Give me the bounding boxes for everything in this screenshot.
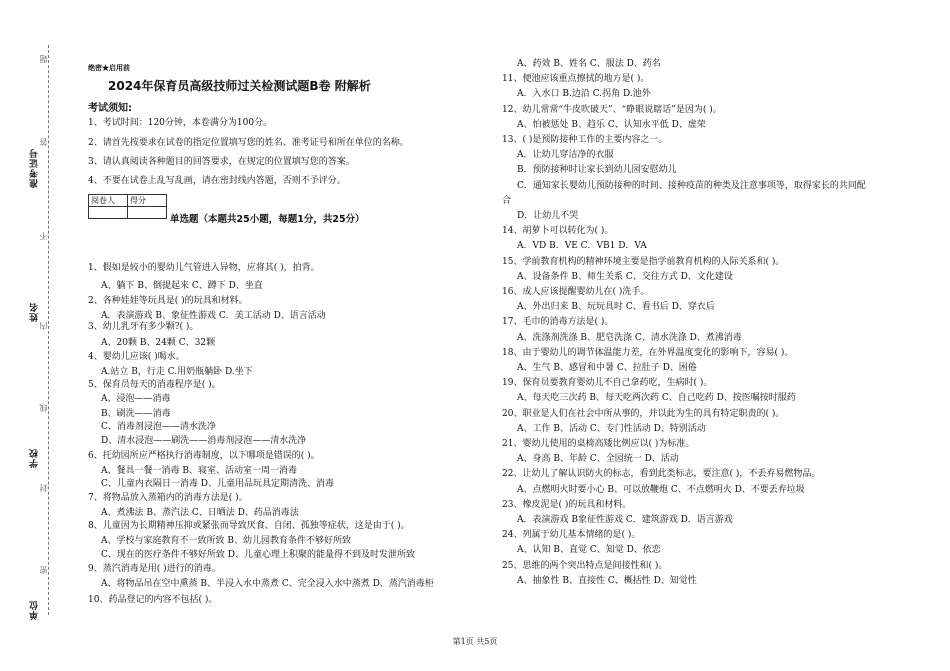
question-text: 19、保育员要教育婴幼儿不自己拿药吃，生病时( )。 bbox=[502, 378, 713, 388]
question-text: 7、将物品放入蒸箱内的消毒方法是( )。 bbox=[88, 493, 248, 503]
question-text: 8、儿童因为长期精神压抑或紧张而导致厌食、自闭、孤独等症状，这是由于( )。 bbox=[88, 521, 410, 531]
page-footer: 第1页 共5页 bbox=[452, 637, 498, 646]
question-text: 11、便池应该重点擦拭的地方是( )。 bbox=[502, 74, 650, 84]
question-text: 5、保育员每天的消毒程序是( )。 bbox=[88, 380, 221, 390]
question-text: 24、列属于幼儿基本情绪的是( )。 bbox=[502, 530, 641, 540]
notice-item: 3、请认真阅读各种题目的回答要求，在规定的位置填写您的答案。 bbox=[88, 157, 355, 167]
answer-options: B．预防接种时让家长到幼儿园安慰幼儿 bbox=[517, 165, 677, 175]
answer-options: A、生气 B、感冒和中暑 C、拉肚子 D、困倦 bbox=[517, 363, 697, 373]
answer-options: A、怕被惩处 B、趋乐 C、认知水平低 D、虚荣 bbox=[517, 120, 706, 130]
notice-heading: 考试须知: bbox=[88, 103, 132, 114]
seal-char: 封 bbox=[39, 484, 48, 492]
answer-options: A．表演游戏 B、象征性游戏 C．美工活动 D、语言活动 bbox=[101, 311, 326, 321]
answer-options: C、现在的医疗条件不够好所致 D、儿童心理上积聚的能量得不到及时发泄所致 bbox=[101, 550, 415, 560]
question-text: 14、胡萝卜可以转化为( )。 bbox=[502, 226, 614, 236]
answer-options: C、消毒剂浸泡——清水洗净 bbox=[101, 422, 216, 432]
question-text: 15、学前教育机构的精神环境主要是指学前教育机构的人际关系和( )。 bbox=[502, 257, 785, 267]
question-text: 23、橡皮泥是( )的玩具和材料。 bbox=[502, 500, 632, 510]
exam-no-label: 准考证号 bbox=[30, 148, 40, 188]
answer-options: A、设备条件 B、师生关系 C、交往方式 D、文化建设 bbox=[517, 272, 733, 282]
answer-options: C．通知家长婴幼儿预防接种的时间、接种疫苗的种类及注意事项等，取得家长的共同配 bbox=[517, 181, 866, 191]
notice-item: 2、请首先按要求在试卷的指定位置填写您的姓名、准考证号和所在单位的名称。 bbox=[88, 138, 409, 148]
name-label: 姓名 bbox=[30, 302, 40, 322]
answer-options: A、躺下 B、倒提起来 C、蹲下 D、坐直 bbox=[101, 281, 263, 291]
question-text: 17、毛巾的消毒方法是( )。 bbox=[502, 317, 614, 327]
question-text: 21、婴幼儿使用的桌椅高矮比例应以( )为标准。 bbox=[502, 439, 695, 449]
page-title: 2024年保育员高级技师过关检测试题B卷 附解析 bbox=[108, 79, 371, 93]
notice-item: 1、考试时间：120分钟，本卷满分为100分。 bbox=[88, 118, 273, 128]
answer-options: A、药效 B、姓名 C、服法 D、药名 bbox=[517, 59, 661, 69]
answer-options: A、点燃明火时要小心 B、可以放鞭炮 C、不点燃明火 D、不要丢弃垃圾 bbox=[517, 485, 805, 495]
answer-options: A．让幼儿穿洁净的衣服 bbox=[517, 150, 614, 160]
question-text: 18、由于婴幼儿的调节体温能力差，在外界温度变化的影响下，容易( )。 bbox=[502, 348, 794, 358]
answer-options: A、外出归来 B、玩玩具时 C、看书后 D、穿衣后 bbox=[517, 302, 715, 312]
question-text: 25、思维的两个突出特点是间接性和( )。 bbox=[502, 561, 668, 571]
score-table bbox=[88, 194, 167, 219]
answer-options: A、洗涤剂洗涤 B、肥皂洗涤 C、清水洗涤 D、煮沸消毒 bbox=[517, 333, 742, 343]
answer-options: A、工作 B、活动 C、专门性活动 D、特别活动 bbox=[517, 424, 706, 434]
question-text: 2、各种娃娃等玩具是( )的玩具和材料。 bbox=[88, 296, 248, 306]
reviewer-blank[interactable] bbox=[89, 207, 128, 219]
answer-options: A、抽象性 B、直接性 C、概括性 D、知觉性 bbox=[517, 576, 697, 586]
answer-options: 合 bbox=[502, 196, 512, 206]
school-label: 学校 bbox=[30, 448, 40, 468]
question-text: 6、托幼园所应严格执行消毒制度，以下哪项是错误的( )。 bbox=[88, 451, 320, 461]
question-text: 1、假如是较小的婴幼儿气管进入异物，应将其( )，拍背。 bbox=[88, 263, 320, 273]
score-blank[interactable] bbox=[128, 207, 167, 219]
answer-options: A．表演游戏 B象征性游戏 C．建筑游戏 D．语言游戏 bbox=[517, 515, 733, 525]
answer-options: A、身高 B、年龄 C、全园统一 D、活动 bbox=[517, 454, 679, 464]
seal-char: 密 bbox=[39, 566, 48, 574]
seal-char: 不 bbox=[39, 232, 48, 240]
question-text: 4、婴幼儿应该( )喝水。 bbox=[88, 352, 185, 362]
reviewer-cell: 阅卷人 bbox=[89, 195, 128, 207]
answer-options: A、每天吃三次药 B、每天吃两次药 C、自己吃药 D、按医嘱按时服药 bbox=[517, 393, 796, 403]
answer-options: A、20颗 B、24颗 C、32颗 bbox=[101, 338, 216, 348]
section-title: 单选题（本题共25小题，每题1分，共25分） bbox=[170, 214, 365, 225]
question-text: 9、蒸汽消毒是用( )进行的消毒。 bbox=[88, 564, 221, 574]
question-text: 12、幼儿常常“牛皮吹破天”、“睁眼说瞎话”是因为( )。 bbox=[502, 105, 722, 115]
answer-options: C、儿童内衣隔日一消毒 D、儿童用品玩具定期清洗、消毒 bbox=[101, 479, 334, 489]
seal-char: 题 bbox=[39, 55, 48, 63]
answer-options: A、浸泡——消毒 bbox=[101, 394, 171, 404]
answer-options: A、煮沸法 B、蒸汽法 C、日晒法 D、药品消毒法 bbox=[101, 508, 299, 518]
answer-options: D、清水浸泡——刷洗——消毒剂浸泡——清水洗净 bbox=[101, 436, 307, 446]
notice-item: 4、不要在试卷上乱写乱画，请在密封线内答题，否则不予评分。 bbox=[88, 176, 346, 186]
question-text: 3、幼儿乳牙有多少颗?( )。 bbox=[88, 322, 199, 332]
answer-options: A.站立 B，行走 C.用奶瓶躺卧 D.坐下 bbox=[101, 367, 253, 377]
seal-char: 线 bbox=[39, 404, 48, 412]
answer-options: A．VD B．VE C．VB1 D．VA bbox=[517, 241, 647, 251]
answer-options: A．入水口 B.边沿 C.拐角 D.池外 bbox=[517, 89, 651, 99]
seal-char: 答 bbox=[39, 138, 48, 146]
question-text: 16、成人应该提醒婴幼儿在( )洗手。 bbox=[502, 287, 650, 297]
question-text: 20、职业是人们在社会中所从事的，并以此为生的具有特定职责的( )。 bbox=[502, 409, 785, 419]
question-text: 13、( )是预防接种工作的主要内容之一。 bbox=[502, 135, 668, 145]
answer-options: A、餐具一餐一消毒 B、寝室、活动室一周一消毒 bbox=[101, 466, 297, 476]
answer-options: A、学校与家庭教育不一致所致 B、幼儿园教育条件不够好所致 bbox=[101, 536, 351, 546]
answer-options: A、将物品吊在空中熏蒸 B、半浸入水中蒸煮 C、完全浸入水中蒸煮 D、蒸汽消毒柜 bbox=[101, 579, 434, 589]
question-text: 22、让幼儿了解认识防火的标志，看到此类标志，要注意( )，不丢弃易燃物品。 bbox=[502, 469, 821, 479]
answer-options: D．让幼儿不哭 bbox=[517, 211, 579, 221]
answer-options: B、刷洗——消毒 bbox=[101, 409, 171, 419]
secret-mark: 绝密★启用前 bbox=[88, 63, 130, 72]
unit-label: 单位 bbox=[30, 600, 40, 620]
seal-char: 内 bbox=[39, 322, 48, 330]
score-cell: 得分 bbox=[128, 195, 167, 207]
question-text: 10、药品登记的内容不包括( )。 bbox=[88, 595, 218, 605]
seal-line bbox=[48, 45, 49, 615]
answer-options: A、认知 B、直觉 C、知觉 D、依恋 bbox=[517, 545, 661, 555]
